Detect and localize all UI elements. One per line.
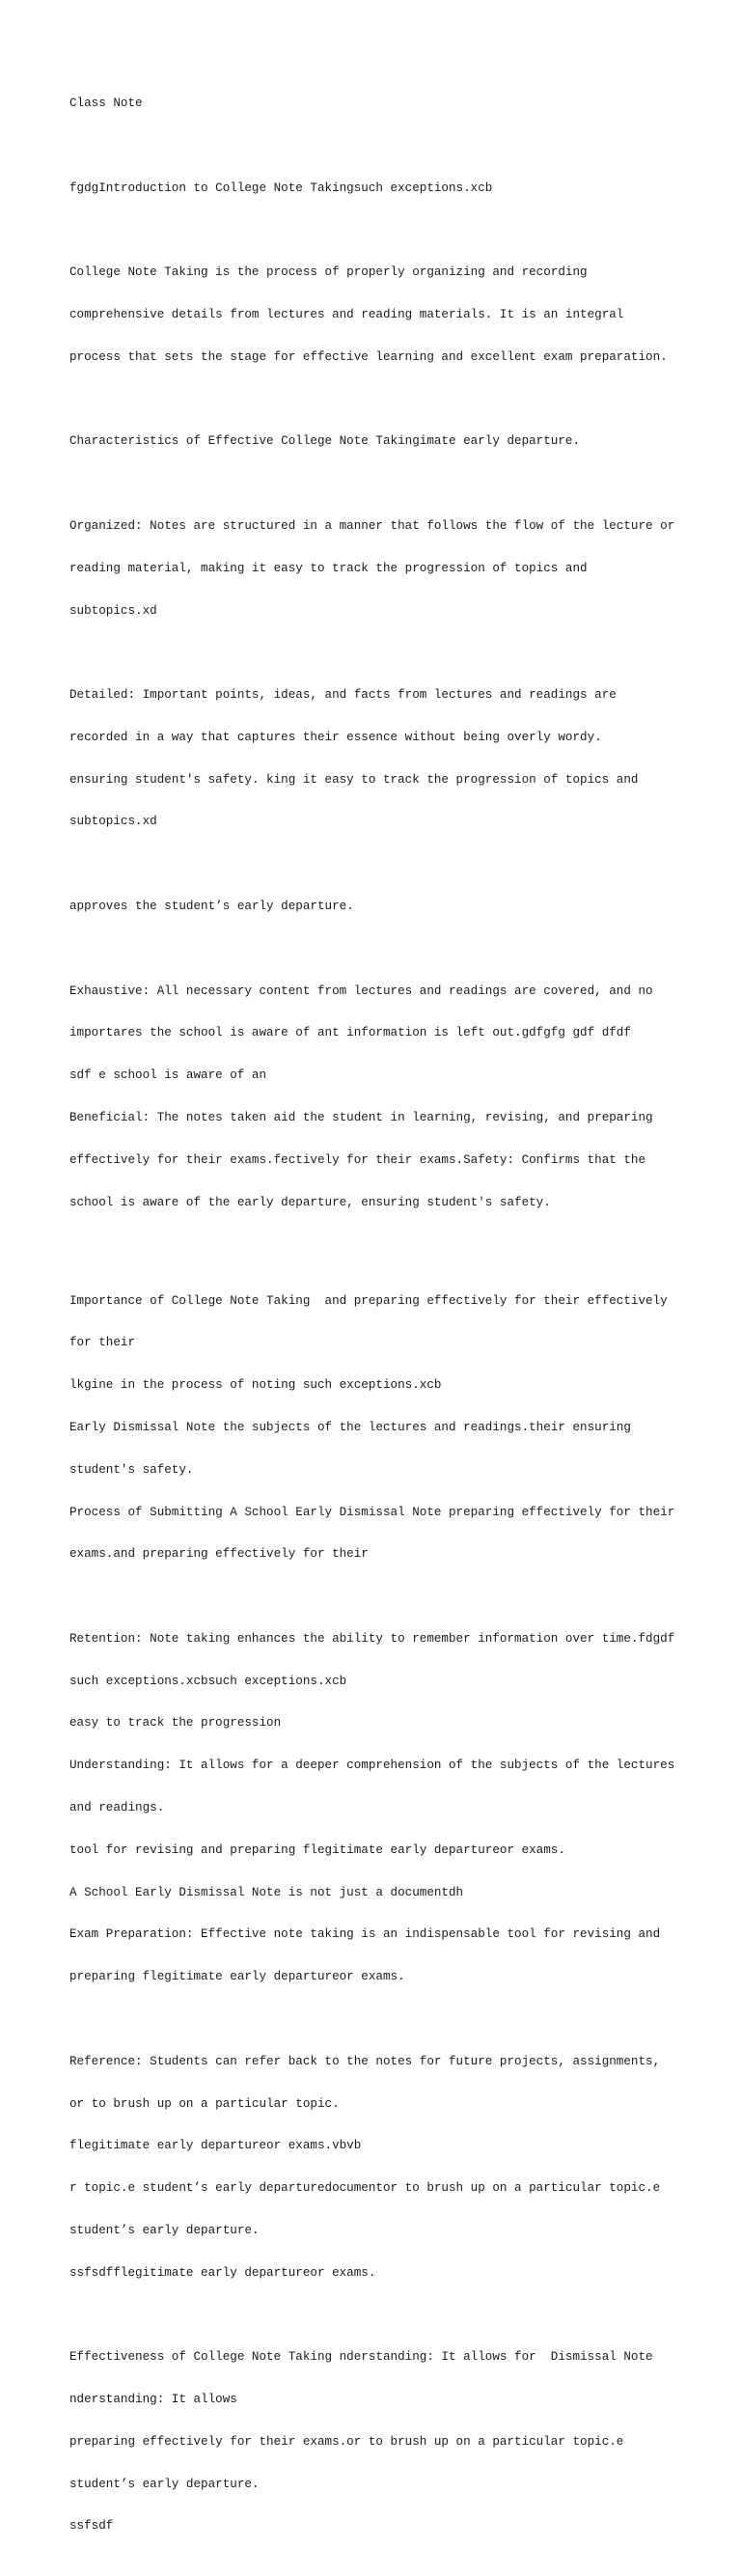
- text-line: Organized: Notes are structured in a manner that follows the flow of the lecture or: [69, 519, 675, 533]
- text-line: reading material, making it easy to track the progression of topics and: [69, 561, 588, 575]
- section-heading: [69, 406, 687, 477]
- text-line: A School Early Dismissal Note is not just a documentdh: [69, 1885, 464, 1899]
- text-line: fgdgIntroduction to College Note Takingsuch exceptions.xcb: [69, 180, 493, 195]
- text-line: effectively for their exams.fectively for their exams.Safety: Confirms that the: [69, 1152, 646, 1167]
- text-line: comprehensive details from lectures and reading materials. It is an integral: [69, 308, 624, 322]
- text-line: Retention: Note taking enhances the ability to remember information over time.fdgdf: [69, 1631, 675, 1646]
- paragraph: [69, 1265, 687, 1590]
- text-line: Reference: Students can refer back to the notes for future projects, assignments,: [69, 2054, 661, 2068]
- text-line: tool for revising and preparing flegitimate early departureor exams.: [69, 1842, 565, 1857]
- paragraph: [69, 872, 687, 942]
- paragraph: [69, 2027, 687, 2309]
- text-line: preparing flegitimate early departureor exams.: [69, 1970, 405, 1984]
- text-line: ensuring student's safety. king it easy to track the progression of topics and: [69, 772, 639, 787]
- text-line: exams.and preparing effectively for their: [69, 1547, 369, 1562]
- paragraph: [69, 2322, 687, 2562]
- text-line: nderstanding: It allows: [69, 2392, 237, 2406]
- section-heading: [69, 153, 687, 224]
- document-body: [69, 69, 687, 2576]
- text-line: easy to track the progression: [69, 1716, 282, 1731]
- text-line: process that sets the stage for effective learning and excellent exam preparation.: [69, 349, 668, 364]
- text-line: ssfsdf: [69, 2519, 114, 2534]
- text-line: for their: [69, 1336, 136, 1350]
- text-line: subtopics.xd: [69, 815, 157, 829]
- text-line: Process of Submitting A School Early Dismissal Note preparing effectively for their: [69, 1505, 675, 1519]
- paragraph: [69, 491, 687, 647]
- text-line: r topic.e student’s early departuredocumentor to brush up on a particular topic.e: [69, 2181, 661, 2196]
- text-line: Beneficial: The notes taken aid the student in learning, revising, and preparing: [69, 1110, 653, 1124]
- text-line: Detailed: Important points, ideas, and facts from lectures and readings are: [69, 688, 617, 703]
- text-line: Characteristics of Effective College Note Takingimate early departure.: [69, 434, 581, 449]
- text-line: Importance of College Note Taking and preparing effectively for their effectively: [69, 1293, 668, 1308]
- text-line: Effectiveness of College Note Taking nderstanding: It allows for Dismissal Note: [69, 2350, 653, 2365]
- text-line: Exam Preparation: Effective note taking is an indispensable tool for revising and: [69, 1927, 661, 1942]
- text-line: student’s early departure.: [69, 2477, 260, 2491]
- text-line: preparing effectively for their exams.or to brush up on a particular topic.e: [69, 2434, 624, 2449]
- text-line: such exceptions.xcbsuch exceptions.xcb: [69, 1674, 347, 1688]
- text-line: and readings.: [69, 1801, 165, 1815]
- text-line: recorded in a way that captures their essence without being overly wordy.: [69, 730, 602, 744]
- paragraph: [69, 1604, 687, 2012]
- paragraph: [69, 237, 687, 393]
- text-line: Exhaustive: All necessary content from lectures and readings are covered, and no: [69, 983, 653, 998]
- text-line: College Note Taking is the process of properly organizing and recording: [69, 265, 588, 280]
- text-line: importares the school is aware of ant information is left out.gdfgfg gdf dfdf: [69, 1026, 631, 1040]
- text-line: Understanding: It allows for a deeper comprehension of the subjects of the lectures: [69, 1759, 675, 1773]
- text-line: Class Note: [69, 97, 143, 111]
- text-line: ssfsdfflegitimate early departureor exams.: [69, 2265, 376, 2280]
- text-line: subtopics.xd: [69, 603, 157, 618]
- text-line: sdf e school is aware of an: [69, 1068, 267, 1083]
- text-line: or to brush up on a particular topic.: [69, 2096, 340, 2111]
- paragraph: [69, 956, 687, 1237]
- document-title: [69, 69, 687, 139]
- text-line: Early Dismissal Note the subjects of the lectures and readings.their ensuring: [69, 1421, 631, 1434]
- text-line: student’s early departure.: [69, 2223, 260, 2237]
- paragraph: [69, 660, 687, 857]
- text-line: flegitimate early departureor exams.vbvb: [69, 2139, 362, 2153]
- text-line: lkgine in the process of noting such exceptions.xcb: [69, 1378, 442, 1393]
- text-line: school is aware of the early departure, ensuring student's safety.: [69, 1195, 551, 1209]
- text-line: approves the student’s early departure.: [69, 900, 354, 914]
- text-line: student's safety.: [69, 1462, 194, 1477]
